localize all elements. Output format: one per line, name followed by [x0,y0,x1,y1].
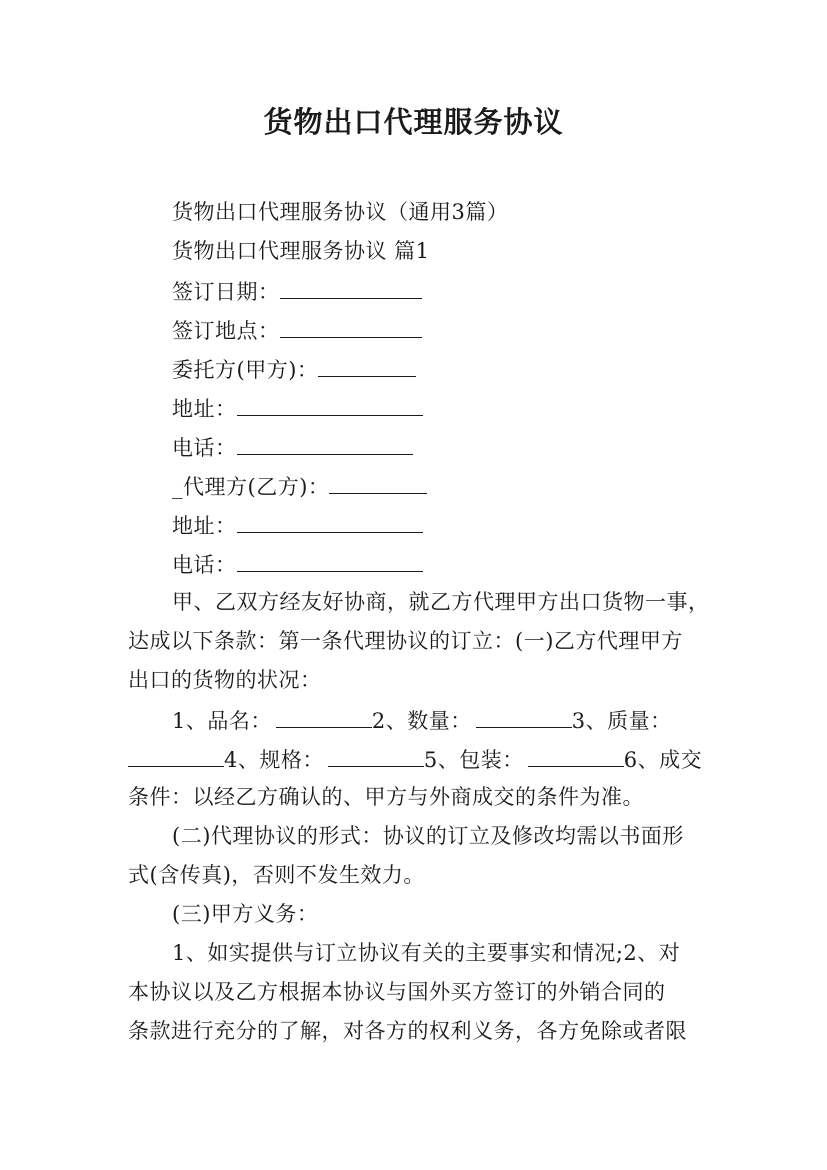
paragraph-1-line-3: 出口的货物的状况： [128,668,322,692]
principal-phone-blank [237,432,413,455]
sign-date-blank [280,276,422,299]
agent-field [172,471,427,501]
item-quantity-label: 2、数量： [371,709,472,733]
principal-address-field [172,393,423,423]
paragraph-2-line-3: 条件：以经乙方确认的、甲方与外商成交的条件为准。 [128,785,644,809]
agent-address-field [172,510,423,540]
sign-place-blank [280,315,422,338]
paragraph-5-line-3: 条款进行充分的了解，对各方的权利义务，各方免除或者限 [128,1019,687,1043]
principal-phone-label: 电话： [172,436,237,460]
item-package-blank [528,744,624,767]
paragraph-3-line-1: (二)代理协议的形式：协议的订立及修改均需以书面形 [172,824,684,848]
document-title: 货物出口代理服务协议 [263,105,564,139]
item-name-blank [276,705,372,728]
sign-date-field [172,276,422,306]
item-quality-blank [128,744,224,767]
paragraph-1-line-2: 达成以下条款：第一条代理协议的订立：(一)乙方代理甲方 [128,629,683,653]
item-spec-label: 4、规格： [224,748,324,772]
principal-blank [318,354,416,377]
paragraph-2-line-1 [172,705,672,735]
sign-place-label: 签订地点： [172,319,280,343]
item-spec-blank [328,744,424,767]
item-terms-label: 6、成交 [623,748,703,772]
item-quantity-blank [476,705,572,728]
agent-phone-field [172,549,423,579]
item-package-label: 5、包装： [423,748,524,772]
sign-place-field [172,315,422,345]
paragraph-5-line-2: 本协议以及乙方根据本协议与国外买方签订的外销合同的 [128,980,666,1004]
principal-address-blank [237,393,423,416]
item-quality-label: 3、质量： [571,709,672,733]
agent-phone-blank [237,549,423,572]
paragraph-4-line-1: (三)甲方义务： [172,902,319,926]
paragraph-5-line-1: 1、如实提供与订立协议有关的主要事实和情况;2、对 [172,941,681,965]
agent-phone-label: 电话： [172,553,237,577]
principal-label: 委托方(甲方)： [172,358,319,382]
paragraph-2-line-2 [128,744,702,774]
agent-label: _代理方(乙方)： [172,475,330,499]
document-subtitle: 货物出口代理服务协议（通用3篇） [172,200,509,224]
sign-date-label: 签订日期： [172,280,280,304]
agent-address-blank [237,510,423,533]
agent-blank [329,471,427,494]
paragraph-1-line-1: 甲、乙双方经友好协商，就乙方代理甲方出口货物一事， [172,590,710,614]
section-heading: 货物出口代理服务协议 篇1 [172,239,430,263]
principal-address-label: 地址： [172,397,237,421]
principal-field [172,354,416,384]
principal-phone-field [172,432,413,462]
item-name-label: 1、品名： [172,709,272,733]
agent-address-label: 地址： [172,514,237,538]
paragraph-3-line-2: 式(含传真)，否则不发生效力。 [128,863,425,887]
